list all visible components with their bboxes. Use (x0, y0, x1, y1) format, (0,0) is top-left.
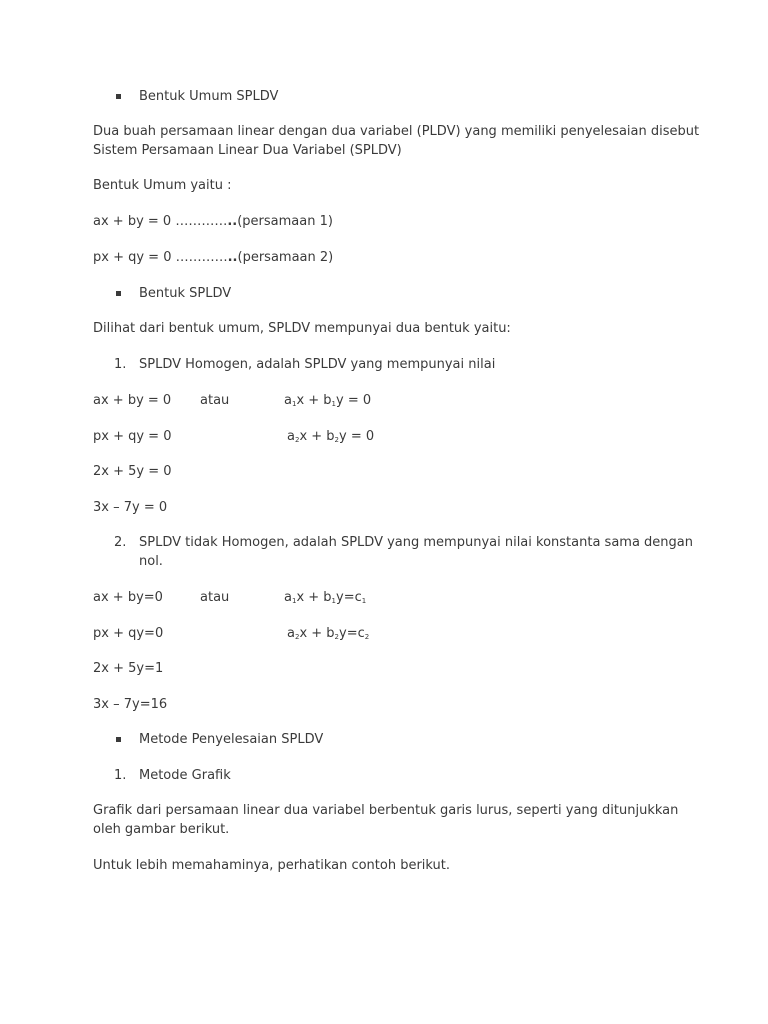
bullet-marker (116, 291, 121, 296)
homogen-eq-2-left: px + qy = 0 (93, 429, 172, 444)
bullet-marker (116, 94, 121, 99)
nonhomogen-eq-2-right: $a_2x + b_2y=c_2$ (287, 626, 370, 641)
homogen-atau: atau (200, 393, 230, 408)
equation-2: px + qy = 0 …………..(persamaan 2) (93, 250, 334, 265)
nonhomogen-eq-1-left: ax + by=0 (93, 590, 163, 605)
list-number: 2. (114, 535, 127, 550)
nonhomogen-eq-2-left: px + qy=0 (93, 626, 164, 641)
homogen-example-1: 2x + 5y = 0 (93, 464, 172, 479)
nonhomogen-atau: atau (200, 590, 230, 605)
heading-bentuk-spldv: Bentuk SPLDV (139, 286, 232, 301)
list-number: 1. (114, 357, 127, 372)
item-metode-grafik: Metode Grafik (139, 768, 231, 783)
nonhomogen-example-2: 3x – 7y=16 (93, 697, 168, 712)
bentuk-umum-intro: Bentuk Umum yaitu : (93, 178, 232, 193)
homogen-eq-2-right: $a_2x + b_2y = 0$ (287, 429, 375, 444)
untuk-text: Untuk lebih memahaminya, perhatikan contoh berikut. (93, 858, 451, 873)
equation-1: ax + by = 0 …………..(persamaan 1) (93, 214, 333, 229)
nonhomogen-eq-1-right: $a_1x + b_1y=c_1$ (284, 590, 367, 605)
heading-metode: Metode Penyelesaian SPLDV (139, 732, 324, 747)
definition-line-1: Dua buah persamaan linear dengan dua variabel (PLDV) yang memiliki penyelesaian disebut (93, 124, 700, 139)
item-tidak-homogen-line-2: nol. (139, 554, 163, 569)
item-homogen: SPLDV Homogen, adalah SPLDV yang mempunyai nilai (139, 357, 496, 372)
nonhomogen-example-1: 2x + 5y=1 (93, 661, 164, 676)
grafik-line-2: oleh gambar berikut. (93, 822, 230, 837)
heading-bentuk-umum: Bentuk Umum SPLDV (139, 89, 279, 104)
homogen-example-2: 3x – 7y = 0 (93, 500, 168, 515)
item-tidak-homogen-line-1: SPLDV tidak Homogen, adalah SPLDV yang mempunyai nilai konstanta sama dengan (139, 535, 693, 550)
grafik-line-1: Grafik dari persamaan linear dua variabel berbentuk garis lurus, seperti yang ditunjukkan (93, 803, 679, 818)
homogen-eq-1-left: ax + by = 0 (93, 393, 172, 408)
bullet-marker (116, 737, 121, 742)
homogen-eq-1-right: $a_1x + b_1y = 0$ (284, 393, 372, 408)
dilihat-text: Dilihat dari bentuk umum, SPLDV mempunyai dua bentuk yaitu: (93, 321, 511, 336)
definition-line-2: Sistem Persamaan Linear Dua Variabel (SPLDV) (93, 143, 402, 158)
list-number: 1. (114, 768, 127, 783)
